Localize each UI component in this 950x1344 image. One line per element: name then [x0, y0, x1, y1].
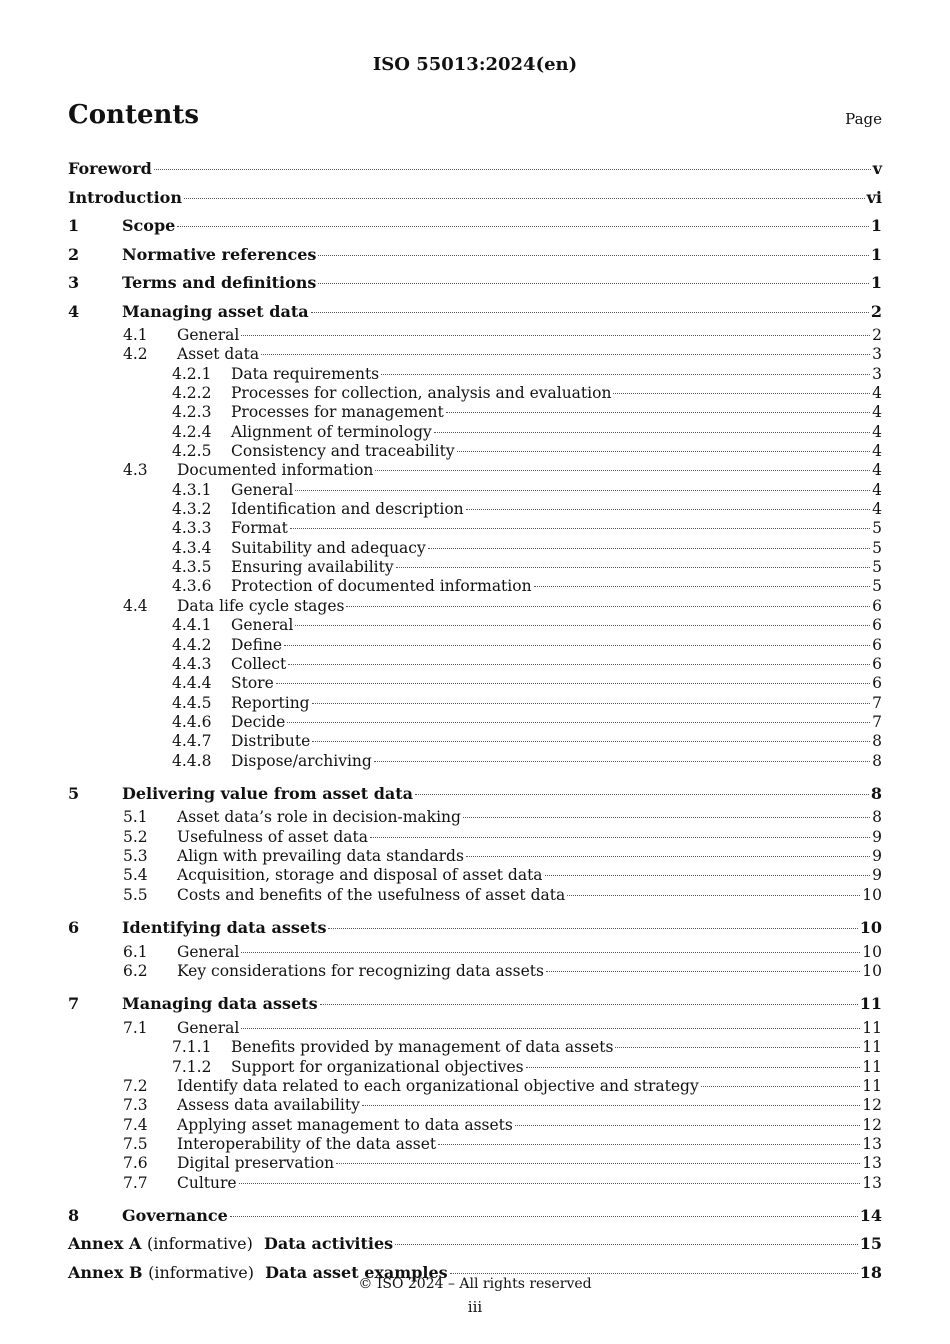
- toc-entry-page: 11: [862, 1057, 882, 1076]
- toc-entry-title: Scope: [122, 216, 176, 235]
- toc-entry-number: 4: [68, 301, 80, 321]
- dot-leader: [318, 283, 868, 284]
- toc-entry[interactable]: [68, 269, 882, 298]
- toc-entry-page: 8: [872, 808, 882, 827]
- toc-entry-title: Alignment of terminology: [231, 422, 432, 441]
- dot-leader: [287, 722, 870, 723]
- toc-entry[interactable]: [68, 403, 882, 422]
- toc-entry[interactable]: [68, 1202, 882, 1231]
- toc-entry-page: 4: [872, 461, 882, 480]
- toc-entry-page: 11: [859, 994, 882, 1014]
- toc-entry-number: 4.2.1: [172, 364, 212, 383]
- annex-kind: (informative): [148, 1262, 254, 1282]
- toc-entry-title: Asset data: [177, 345, 260, 364]
- toc-entry-page: 6: [872, 654, 882, 673]
- annex-label: Annex B: [68, 1262, 143, 1282]
- toc-entry-number: 5: [68, 783, 80, 803]
- dot-leader: [415, 794, 869, 795]
- dot-leader: [241, 1028, 860, 1029]
- toc-entry[interactable]: [68, 990, 882, 1019]
- toc-entry[interactable]: [68, 655, 882, 674]
- dot-leader: [154, 169, 871, 170]
- dot-leader: [515, 1125, 860, 1126]
- annex-kind: (informative): [146, 1234, 253, 1254]
- toc-entry-number: 7.1.1: [172, 1038, 212, 1057]
- toc-entry-title: Terms and definitions: [122, 273, 317, 292]
- toc-entry-page: 7: [872, 693, 882, 712]
- toc-entry-title: General: [177, 326, 240, 344]
- dot-leader: [450, 1273, 858, 1274]
- toc-entry[interactable]: [68, 384, 882, 403]
- toc-entry-title: Applying asset management to data assets: [177, 1115, 513, 1134]
- toc-entry-page: 18: [859, 1262, 882, 1282]
- dot-leader: [239, 1183, 861, 1184]
- toc-entry-number: 3: [68, 273, 80, 292]
- toc-entry[interactable]: [68, 500, 882, 519]
- toc-entry-title: Usefulness of asset data: [177, 827, 368, 846]
- annex-title: Data activities: [263, 1234, 394, 1254]
- toc-entry-page: 15: [859, 1234, 882, 1254]
- toc-entry-page: 4: [872, 480, 882, 499]
- toc-entry-page: 10: [862, 961, 882, 980]
- toc-entry-page: 2: [872, 326, 882, 344]
- toc-entry-page: 6: [872, 596, 882, 615]
- dot-leader: [288, 664, 870, 665]
- toc-entry[interactable]: [68, 1019, 882, 1038]
- dot-leader: [374, 761, 870, 762]
- toc-entry-page: 14: [859, 1205, 882, 1225]
- toc-entry-title: Distribute: [231, 732, 311, 751]
- toc-entry-title: Delivering value from asset data: [122, 783, 414, 803]
- toc-entry-page: 5: [872, 538, 882, 557]
- toc-entry-title: Identification and description: [231, 500, 464, 519]
- toc-entry-page: 9: [872, 866, 882, 885]
- copyright-footer: © ISO 2024 – All rights reserved: [358, 1276, 592, 1292]
- toc-entry-page: 9: [872, 847, 882, 866]
- toc-entry[interactable]: [68, 1058, 882, 1077]
- toc-entry-number: 7.1.2: [172, 1057, 212, 1076]
- toc-entry[interactable]: [68, 962, 882, 981]
- toc-entry-page: 11: [862, 1018, 882, 1037]
- dot-leader: [370, 837, 870, 838]
- toc-entry-page: 8: [870, 783, 882, 803]
- annex-label: Annex A: [68, 1234, 142, 1254]
- toc-entry-number: 4.2.3: [172, 403, 212, 422]
- toc-entry[interactable]: [68, 1174, 882, 1193]
- toc-entry-page: 10: [862, 942, 882, 961]
- toc-entry[interactable]: [68, 326, 882, 345]
- toc-entry-page: 6: [872, 674, 882, 693]
- toc-entry-number: 4.3.1: [172, 480, 212, 499]
- toc-entry-page: 4: [872, 422, 882, 441]
- toc-entry-number: 4.4: [123, 596, 148, 615]
- toc-entry[interactable]: [68, 241, 882, 270]
- toc-entry-page: 8: [872, 732, 882, 751]
- toc-entry-title: General: [177, 1018, 240, 1037]
- toc-entry[interactable]: [68, 155, 882, 184]
- dot-leader: [346, 606, 870, 607]
- dot-leader: [295, 625, 870, 626]
- toc-entry[interactable]: [68, 694, 882, 713]
- toc-entry-title: Store: [231, 674, 274, 693]
- toc-entry[interactable]: [68, 636, 882, 655]
- toc-entry-title: Support for organizational objectives: [231, 1057, 524, 1076]
- toc-entry-title: Processes for collection, analysis and evaluation: [231, 384, 612, 403]
- document-header: ISO 55013:2024(en): [372, 54, 578, 75]
- toc-entry-page: 4: [872, 384, 882, 403]
- toc-entry-title: Interoperability of the data asset: [177, 1134, 437, 1153]
- dot-leader: [336, 1163, 860, 1164]
- toc-entry[interactable]: [68, 184, 882, 213]
- toc-entry[interactable]: [68, 539, 882, 558]
- dot-leader: [534, 586, 871, 587]
- toc-entry-number: 1: [68, 216, 80, 235]
- table-of-contents: [68, 155, 882, 1287]
- page-column-label: Page: [845, 110, 882, 128]
- toc-entry-page: 3: [872, 345, 882, 364]
- toc-entry[interactable]: [68, 828, 882, 847]
- toc-entry-page: 11: [862, 1076, 882, 1095]
- toc-entry-title: Identifying data assets: [122, 918, 327, 938]
- toc-entry-page: vi: [866, 187, 882, 207]
- toc-entry[interactable]: [68, 212, 882, 241]
- toc-entry-page: 1: [870, 216, 882, 235]
- toc-entry-number: 4.4.3: [172, 654, 212, 673]
- dot-leader: [463, 817, 870, 818]
- dot-leader: [284, 645, 870, 646]
- toc-entry-page: 10: [859, 918, 882, 938]
- toc-entry-title: Format: [231, 519, 288, 538]
- dot-leader: [375, 470, 870, 471]
- toc-entry-title: Collect: [231, 654, 287, 673]
- toc-entry-title: Decide: [231, 712, 286, 731]
- toc-entry-number: 4.2.2: [172, 384, 212, 403]
- toc-entry-number: 6: [68, 918, 80, 938]
- dot-leader: [396, 567, 871, 568]
- toc-entry-title: Processes for management: [231, 403, 444, 422]
- dot-leader: [613, 393, 870, 394]
- toc-entry[interactable]: [68, 886, 882, 905]
- dot-leader: [295, 490, 870, 491]
- toc-entry-page: 4: [872, 442, 882, 461]
- toc-entry-page: 5: [872, 519, 882, 538]
- page-title: Contents: [68, 100, 200, 130]
- toc-entry-number: 7.2: [123, 1076, 148, 1095]
- toc-entry-number: 5.3: [123, 847, 148, 866]
- toc-entry-number: 7.7: [123, 1173, 148, 1192]
- dot-leader: [320, 1004, 858, 1005]
- dot-leader: [177, 226, 869, 227]
- toc-entry-page: 7: [872, 712, 882, 731]
- dot-leader: [328, 928, 857, 929]
- toc-entry[interactable]: [68, 732, 882, 751]
- toc-entry-number: 4.4.8: [172, 751, 212, 770]
- toc-entry[interactable]: [68, 1038, 882, 1057]
- toc-entry-number: 4.2.5: [172, 442, 212, 461]
- toc-entry-number: 5.2: [123, 827, 148, 846]
- toc-entry[interactable]: [68, 481, 882, 500]
- toc-entry-page: 13: [862, 1154, 882, 1173]
- toc-entry-page: 6: [872, 616, 882, 635]
- toc-entry-title: Acquisition, storage and disposal of asset data: [177, 866, 543, 885]
- dot-leader: [438, 1144, 860, 1145]
- toc-entry-number: 4.4.1: [172, 616, 212, 635]
- dot-leader: [276, 683, 870, 684]
- toc-entry[interactable]: [68, 713, 882, 732]
- toc-entry-number: 2: [68, 244, 80, 264]
- toc-entry-number: 4.4.6: [172, 712, 212, 731]
- toc-entry-page: 8: [872, 751, 882, 770]
- toc-entry[interactable]: [68, 674, 882, 693]
- toc-entry-number: 7.3: [123, 1096, 148, 1115]
- dot-leader: [362, 1105, 860, 1106]
- toc-entry-title: Align with prevailing data standards: [177, 847, 464, 866]
- toc-entry-title: General: [177, 942, 240, 961]
- dot-leader: [261, 354, 870, 355]
- toc-entry-number: 7: [68, 994, 80, 1014]
- dot-leader: [241, 952, 860, 953]
- toc-entry-page: 10: [862, 885, 882, 904]
- dot-leader: [457, 451, 871, 452]
- dot-leader: [466, 509, 870, 510]
- toc-entry-title: Managing data assets: [122, 994, 318, 1014]
- toc-entry-page: 4: [872, 500, 882, 519]
- toc-entry[interactable]: [68, 914, 882, 943]
- toc-entry-title: Normative references: [122, 244, 317, 264]
- dot-leader: [312, 703, 871, 704]
- toc-entry-number: 5.4: [123, 866, 148, 885]
- toc-entry-title: Data requirements: [231, 364, 380, 383]
- dot-leader: [230, 1216, 858, 1217]
- toc-entry-title: Data life cycle stages: [177, 596, 345, 615]
- toc-entry-title: Ensuring availability: [231, 558, 394, 577]
- toc-entry-number: 4.3: [123, 461, 148, 480]
- toc-entry[interactable]: [68, 752, 882, 771]
- toc-annex-entry[interactable]: [68, 1230, 882, 1259]
- dot-leader: [290, 528, 870, 529]
- toc-entry-page: 9: [872, 827, 882, 846]
- dot-leader: [428, 548, 870, 549]
- toc-entry-title: Governance: [122, 1205, 228, 1225]
- toc-entry-title: Culture: [177, 1173, 237, 1192]
- toc-entry-page: 6: [872, 635, 882, 654]
- toc-entry-number: 4.4.2: [172, 635, 212, 654]
- toc-entry-number: 6.2: [123, 961, 148, 980]
- toc-entry[interactable]: [68, 1096, 882, 1115]
- toc-entry-number: 7.4: [123, 1115, 148, 1134]
- toc-entry[interactable]: [68, 365, 882, 384]
- toc-entry[interactable]: [68, 577, 882, 596]
- toc-entry-number: 4.3.6: [172, 577, 212, 596]
- toc-entry-title: Asset data’s role in decision-making: [177, 808, 461, 827]
- toc-annex-title: [68, 1230, 393, 1259]
- toc-entry-number: 7.6: [123, 1154, 148, 1173]
- toc-entry-number: 4.2: [123, 345, 148, 364]
- dot-leader: [241, 335, 870, 336]
- toc-entry-number: 4.1: [123, 326, 148, 344]
- toc-entry-title: Key considerations for recognizing data assets: [177, 961, 544, 980]
- dot-leader: [381, 374, 870, 375]
- dot-leader: [466, 856, 870, 857]
- toc-entry-number: 4.3.2: [172, 500, 212, 519]
- toc-entry-title: Managing asset data: [122, 301, 309, 321]
- toc-entry-page: 4: [872, 403, 882, 422]
- toc-entry[interactable]: [68, 597, 882, 616]
- dot-leader: [318, 255, 868, 256]
- toc-entry-title: General: [231, 480, 294, 499]
- dot-leader: [526, 1067, 861, 1068]
- toc-entry-page: 1: [870, 244, 882, 264]
- toc-entry[interactable]: [68, 808, 882, 827]
- toc-entry-number: 7.5: [123, 1134, 148, 1153]
- toc-entry-title: Reporting: [231, 693, 310, 712]
- toc-entry-page: 12: [862, 1115, 882, 1134]
- toc-entry-title: Consistency and traceability: [231, 442, 455, 461]
- toc-entry[interactable]: [68, 943, 882, 962]
- page-number: iii: [467, 1298, 483, 1316]
- toc-entry[interactable]: [68, 298, 882, 327]
- dot-leader: [615, 1047, 860, 1048]
- toc-entry[interactable]: [68, 780, 882, 809]
- toc-entry-number: 8: [68, 1205, 80, 1225]
- toc-entry[interactable]: [68, 847, 882, 866]
- toc-entry-number: 4.3.3: [172, 519, 212, 538]
- dot-leader: [395, 1244, 858, 1245]
- toc-entry-title: Identify data related to each organizational objective and strategy: [177, 1076, 699, 1095]
- toc-entry-page: 3: [872, 364, 882, 383]
- toc-entry-page: 2: [870, 301, 882, 321]
- toc-entry-number: 7.1: [123, 1018, 148, 1037]
- toc-entry-number: 4.3.5: [172, 558, 212, 577]
- toc-entry-title: Foreword: [68, 159, 152, 178]
- toc-entry[interactable]: [68, 442, 882, 461]
- toc-entry-page: 11: [862, 1038, 882, 1057]
- toc-entry[interactable]: [68, 1116, 882, 1135]
- toc-entry-page: 5: [872, 558, 882, 577]
- toc-entry[interactable]: [68, 423, 882, 442]
- toc-entry[interactable]: [68, 1135, 882, 1154]
- toc-entry-number: 4.3.4: [172, 538, 212, 557]
- toc-entry-page: 5: [872, 577, 882, 596]
- toc-entry-title: Suitability and adequacy: [231, 538, 426, 557]
- toc-entry-title: Benefits provided by management of data assets: [231, 1038, 614, 1057]
- dot-leader: [446, 412, 870, 413]
- dot-leader: [434, 432, 870, 433]
- toc-entry[interactable]: [68, 558, 882, 577]
- toc-entry-number: 5.1: [123, 808, 148, 827]
- toc-entry-title: Define: [231, 635, 283, 654]
- toc-entry[interactable]: [68, 519, 882, 538]
- toc-entry-number: 4.4.5: [172, 693, 212, 712]
- toc-entry-page: 13: [862, 1134, 882, 1153]
- dot-leader: [545, 875, 871, 876]
- toc-entry-title: Costs and benefits of the usefulness of asset data: [177, 885, 566, 904]
- toc-entry-page: 13: [862, 1173, 882, 1192]
- toc-entry-page: v: [872, 159, 882, 178]
- toc-entry-page: 1: [870, 273, 882, 292]
- dot-leader: [546, 971, 860, 972]
- toc-entry-number: 4.4.7: [172, 732, 212, 751]
- toc-entry[interactable]: [68, 616, 882, 635]
- toc-entry-number: 6.1: [123, 942, 148, 961]
- toc-entry[interactable]: [68, 345, 882, 364]
- toc-entry[interactable]: [68, 866, 882, 885]
- toc-entry-number: 4.2.4: [172, 422, 212, 441]
- toc-entry-title: Dispose/archiving: [231, 751, 372, 770]
- toc-entry-title: Introduction: [68, 187, 182, 207]
- toc-entry[interactable]: [68, 461, 882, 480]
- dot-leader: [701, 1086, 861, 1087]
- toc-entry-title: Digital preservation: [177, 1154, 335, 1173]
- dot-leader: [184, 198, 865, 199]
- toc-entry[interactable]: [68, 1154, 882, 1173]
- dot-leader: [311, 312, 869, 313]
- annex-title: Data asset examples: [265, 1262, 448, 1282]
- toc-entry-title: Protection of documented information: [231, 577, 532, 596]
- toc-entry-page: 12: [862, 1096, 882, 1115]
- toc-entry[interactable]: [68, 1077, 882, 1096]
- toc-entry-title: Assess data availability: [177, 1096, 360, 1115]
- dot-leader: [312, 741, 870, 742]
- toc-entry-number: 5.5: [123, 885, 148, 904]
- dot-leader: [567, 895, 860, 896]
- toc-entry-number: 4.4.4: [172, 674, 212, 693]
- toc-entry-title: Documented information: [177, 461, 374, 480]
- toc-entry-title: General: [231, 616, 294, 635]
